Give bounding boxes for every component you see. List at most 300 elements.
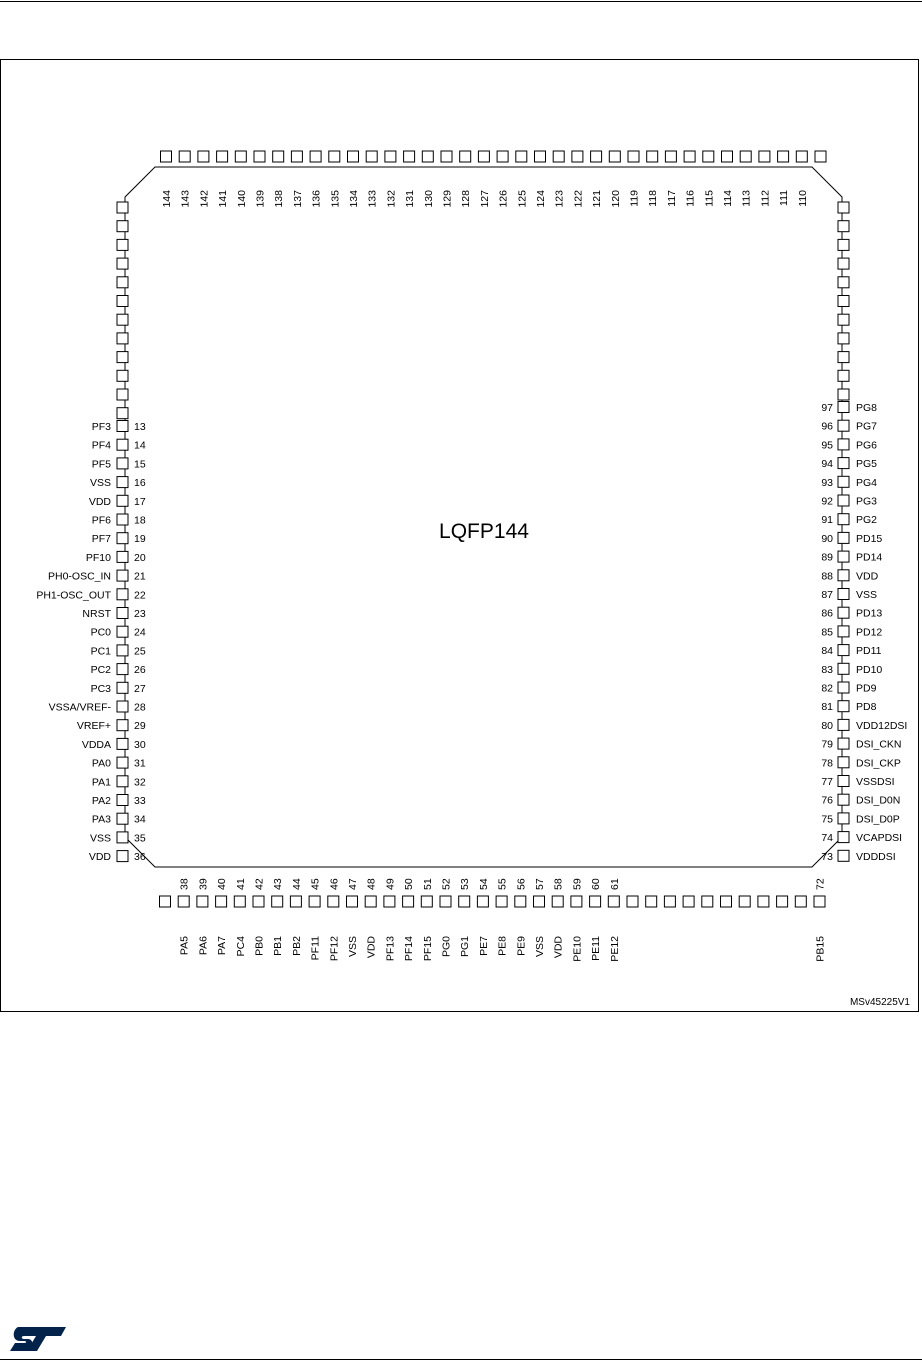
pin-pad xyxy=(627,896,638,907)
pin-pad xyxy=(117,682,128,693)
pin-label: 52 xyxy=(440,878,453,890)
pin-label: 93 xyxy=(821,476,833,489)
pin-pad xyxy=(117,514,128,525)
pin-pad xyxy=(384,896,395,907)
pin-label: PE10 xyxy=(571,936,584,962)
pin-label: 97 xyxy=(821,402,833,414)
pin-pad xyxy=(117,408,128,419)
pin-label: 23 xyxy=(134,608,146,620)
pin-label: 114 xyxy=(722,190,734,207)
pin-label: 76 xyxy=(821,794,833,807)
pin-label: VSS xyxy=(89,832,111,845)
pin-label: PH0-OSC_IN xyxy=(47,570,111,583)
pin-label: PC3 xyxy=(90,682,111,695)
pin-label: 94 xyxy=(821,458,833,471)
pin-pad xyxy=(534,896,545,907)
pin-label: PC0 xyxy=(90,626,111,639)
pin-label: PG8 xyxy=(856,402,878,414)
pin-label: 116 xyxy=(684,190,697,207)
pin-label: PB1 xyxy=(272,936,285,956)
pin-pad xyxy=(838,314,849,325)
pin-pad xyxy=(838,738,849,749)
pin-label: VDD xyxy=(552,936,565,959)
pin-label: 113 xyxy=(740,190,753,207)
pin-label: 57 xyxy=(534,878,546,890)
pin-label: PD12 xyxy=(856,626,883,639)
pin-pad xyxy=(838,420,849,431)
pin-label: VDDDSI xyxy=(856,850,896,863)
pin-pad xyxy=(608,896,619,907)
pin-pad xyxy=(838,370,849,381)
pin-label: 133 xyxy=(366,190,379,208)
pin-pad xyxy=(441,151,452,162)
pin-label: 58 xyxy=(552,878,565,890)
pin-label: 27 xyxy=(134,682,146,695)
pin-pad xyxy=(838,514,849,525)
pin-pad xyxy=(496,896,507,907)
pin-label: PD9 xyxy=(856,682,877,695)
pin-label: 143 xyxy=(179,190,192,208)
pin-label: 139 xyxy=(254,190,267,208)
pin-label: VCAPDSI xyxy=(856,832,903,845)
pin-pad xyxy=(590,896,601,907)
pin-label: 120 xyxy=(609,190,622,208)
pin-label: 117 xyxy=(665,190,678,207)
pin-label: 53 xyxy=(459,878,472,890)
pin-pad xyxy=(477,896,488,907)
pin-label: DSI_D0N xyxy=(856,794,901,807)
pin-pad xyxy=(591,151,602,162)
pin-label: 142 xyxy=(198,190,211,208)
pin-label: PF11 xyxy=(309,936,322,961)
pin-label: PA6 xyxy=(197,936,210,956)
pin-pad xyxy=(365,896,376,907)
pin-pad xyxy=(838,570,849,581)
pin-label: 136 xyxy=(310,190,323,208)
pin-label: 77 xyxy=(821,776,833,788)
pin-label: 126 xyxy=(497,189,510,208)
pin-pad xyxy=(838,296,849,307)
pin-pad xyxy=(721,896,732,907)
pin-label: PF13 xyxy=(384,936,397,962)
pin-label: PC4 xyxy=(234,936,247,957)
pin-pad xyxy=(117,720,128,731)
pin-label: 88 xyxy=(821,570,833,583)
pin-pad xyxy=(117,439,128,450)
pin-label: VSSDSI xyxy=(856,776,895,788)
pin-label: 18 xyxy=(134,514,146,527)
pin-label: 140 xyxy=(235,189,248,208)
pin-pad xyxy=(117,608,128,619)
pin-label: PH1-OSC_OUT xyxy=(36,589,111,602)
pin-label: 61 xyxy=(608,878,621,890)
pin-label: VDD xyxy=(856,570,879,583)
pin-label: 115 xyxy=(703,190,716,207)
pin-pad xyxy=(683,896,694,907)
pin-pad xyxy=(117,239,128,250)
pin-pad xyxy=(197,896,208,907)
pin-label: 38 xyxy=(178,878,191,890)
pin-label: 95 xyxy=(821,439,833,452)
st-logo-icon xyxy=(4,1324,74,1354)
pin-pad xyxy=(838,277,849,288)
pin-pad xyxy=(117,570,128,581)
figure-reference: MSv45225V1 xyxy=(849,997,910,1008)
pin-label: PE8 xyxy=(496,936,509,956)
pin-pad xyxy=(739,896,750,907)
pin-label: 40 xyxy=(216,878,229,890)
pin-pad xyxy=(440,896,451,907)
pin-label: VSS xyxy=(856,589,878,601)
pin-label: PD14 xyxy=(856,551,883,564)
pin-pad xyxy=(838,458,849,469)
pin-label: PF10 xyxy=(85,551,111,564)
pin-pad xyxy=(329,151,340,162)
pin-label: PC2 xyxy=(90,664,111,677)
pin-pad xyxy=(235,151,246,162)
pin-label: 112 xyxy=(759,190,772,207)
pin-label: PA7 xyxy=(216,936,229,956)
pin-pad xyxy=(516,151,527,162)
pin-pad xyxy=(703,151,714,162)
pin-label: 42 xyxy=(253,878,266,890)
pin-pad xyxy=(117,551,128,562)
pin-pad xyxy=(403,896,414,907)
pin-pad xyxy=(684,151,695,162)
pin-pad xyxy=(777,896,788,907)
pin-label: NRST xyxy=(82,608,111,620)
pin-label: 59 xyxy=(571,878,584,890)
pin-pad xyxy=(838,794,849,805)
pin-label: 123 xyxy=(553,190,566,208)
pin-pad xyxy=(161,151,172,162)
pin-pad xyxy=(117,813,128,824)
pin-label: 73 xyxy=(821,850,833,863)
pin-label: 138 xyxy=(273,190,286,208)
pin-pad xyxy=(117,370,128,381)
pin-label: 35 xyxy=(134,832,146,845)
pin-label: PC1 xyxy=(90,645,111,658)
pin-pad xyxy=(838,757,849,768)
pin-label: PG5 xyxy=(856,458,878,471)
pin-pad xyxy=(117,533,128,544)
pin-label: 30 xyxy=(134,738,146,751)
pin-label: VREF+ xyxy=(76,720,111,733)
pin-pad xyxy=(310,151,321,162)
pin-pad xyxy=(838,682,849,693)
pin-pad xyxy=(117,757,128,768)
pin-label: PB2 xyxy=(290,936,303,956)
pin-label: 45 xyxy=(309,878,322,890)
pin-label: 79 xyxy=(821,738,833,751)
pin-label: 92 xyxy=(821,495,833,508)
package-name: LQFP144 xyxy=(439,520,529,543)
pin-pad xyxy=(117,352,128,363)
pin-label: PA3 xyxy=(91,813,111,826)
pin-label: 49 xyxy=(384,878,397,890)
pin-label: 78 xyxy=(821,757,833,770)
pin-pad xyxy=(478,151,489,162)
pin-pad xyxy=(421,896,432,907)
pin-label: PG1 xyxy=(459,936,472,958)
pin-pad xyxy=(838,776,849,787)
pin-pad xyxy=(404,151,415,162)
pin-label: VSS xyxy=(534,936,546,958)
pin-label: PA1 xyxy=(91,776,111,789)
pin-label: PF5 xyxy=(91,458,111,471)
pin-pad xyxy=(572,151,583,162)
pin-pad xyxy=(838,701,849,712)
pin-label: PG3 xyxy=(856,495,878,508)
pin-label: 48 xyxy=(365,878,378,890)
pin-label: VDD xyxy=(88,495,111,508)
pin-label: 20 xyxy=(134,551,146,564)
pin-pad xyxy=(795,896,806,907)
pin-pad xyxy=(838,333,849,344)
pin-pad xyxy=(160,896,171,907)
pin-label: 124 xyxy=(535,190,547,208)
footer-rule xyxy=(0,1359,922,1360)
pin-pad xyxy=(117,589,128,600)
pin-label: 26 xyxy=(134,664,146,677)
pin-label: PE9 xyxy=(515,936,528,956)
pin-label: PG4 xyxy=(856,476,878,489)
pin-label: 24 xyxy=(134,626,146,639)
package-body xyxy=(125,167,842,867)
pin-pad xyxy=(838,626,849,637)
pin-label: PE12 xyxy=(608,936,621,962)
pin-pad xyxy=(290,896,301,907)
pin-label: 36 xyxy=(134,851,146,864)
pin-pad xyxy=(348,151,359,162)
pin-label: 25 xyxy=(134,645,146,658)
pin-pad xyxy=(796,151,807,162)
pin-label: PF7 xyxy=(91,533,111,546)
pin-label: VSSA/VREF- xyxy=(48,701,111,714)
pin-pad xyxy=(117,495,128,506)
pin-label: 91 xyxy=(821,514,833,527)
pin-pad xyxy=(515,896,526,907)
pin-pad xyxy=(460,151,471,162)
pin-pad xyxy=(838,402,849,413)
pin-label: PD8 xyxy=(856,701,877,714)
pin-label: 111 xyxy=(778,190,791,206)
pin-label: PG2 xyxy=(856,514,878,527)
pin-label: PG6 xyxy=(856,439,878,452)
pin-label: DSI_CKP xyxy=(856,757,901,770)
pin-label: 121 xyxy=(591,190,604,208)
pin-pad xyxy=(838,607,849,618)
package-outline xyxy=(125,167,842,867)
pin-label: 41 xyxy=(234,878,247,890)
pin-pad xyxy=(216,896,227,907)
pin-label: 128 xyxy=(460,190,473,208)
pin-label: PA0 xyxy=(91,757,111,770)
pin-pad xyxy=(702,896,713,907)
pin-label: VDD xyxy=(365,936,378,959)
pin-label: 43 xyxy=(272,878,285,890)
pin-pad xyxy=(217,151,228,162)
pin-label: 131 xyxy=(404,190,417,208)
pin-label: PB15 xyxy=(814,936,827,962)
pin-label: PF15 xyxy=(421,936,434,962)
pin-pad xyxy=(838,221,849,232)
pin-label: PD11 xyxy=(856,645,882,658)
pins-group xyxy=(36,151,907,962)
pin-pad xyxy=(778,151,789,162)
pin-label: 47 xyxy=(347,878,359,890)
pin-label: 75 xyxy=(821,813,833,826)
pin-pad xyxy=(117,851,128,862)
pin-label: PD13 xyxy=(856,607,883,620)
pin-label: 51 xyxy=(421,878,434,890)
pin-label: 141 xyxy=(217,190,230,208)
pin-pad xyxy=(234,896,245,907)
pin-label: DSI_D0P xyxy=(856,813,900,826)
pin-label: 54 xyxy=(477,878,490,890)
pin-label: 132 xyxy=(385,190,398,208)
pin-pad xyxy=(273,151,284,162)
pin-label: 119 xyxy=(628,190,641,207)
pin-pad xyxy=(253,896,264,907)
pin-label: DSI_CKN xyxy=(856,738,902,751)
pin-pad xyxy=(646,896,657,907)
pin-label: 60 xyxy=(590,878,603,890)
pin-label: VSS xyxy=(89,477,111,490)
pin-label: 56 xyxy=(515,878,528,890)
pin-pad xyxy=(553,151,564,162)
pin-pad xyxy=(117,664,128,675)
pin-label: 16 xyxy=(134,477,146,490)
pin-label: 80 xyxy=(821,719,833,732)
pin-pad xyxy=(838,495,849,506)
pin-pad xyxy=(571,896,582,907)
pin-pad xyxy=(628,151,639,162)
pin-label: 21 xyxy=(134,570,146,583)
pin-label: 14 xyxy=(134,439,146,452)
pin-pad xyxy=(309,896,320,907)
pin-label: 89 xyxy=(821,551,833,564)
pin-label: 15 xyxy=(134,458,146,471)
pin-pad xyxy=(117,458,128,469)
pin-pad xyxy=(838,476,849,487)
pin-label: PD15 xyxy=(856,532,883,545)
pin-pad xyxy=(838,663,849,674)
pin-label: 122 xyxy=(572,190,585,208)
pin-pad xyxy=(198,151,209,162)
pin-pad xyxy=(117,221,128,232)
pin-label: VSS xyxy=(347,936,359,958)
pin-label: 127 xyxy=(478,190,491,208)
pin-pad xyxy=(328,896,339,907)
pin-label: 50 xyxy=(403,878,416,890)
pin-pad xyxy=(838,551,849,562)
pin-label: PB0 xyxy=(253,936,266,956)
pin-label: PF3 xyxy=(91,421,111,433)
pin-label: 22 xyxy=(134,589,146,602)
pin-label: 33 xyxy=(134,795,146,807)
pin-label: 144 xyxy=(161,190,173,208)
pin-pad xyxy=(117,314,128,325)
pin-pad xyxy=(838,832,849,843)
pin-label: 19 xyxy=(134,533,146,546)
pin-pad xyxy=(647,151,658,162)
pin-pad xyxy=(838,389,849,400)
pin-label: PD10 xyxy=(856,663,883,676)
pin-pad xyxy=(366,151,377,162)
pin-pad xyxy=(740,151,751,162)
pin-pad xyxy=(838,719,849,730)
pin-label: 96 xyxy=(821,420,833,433)
pin-pad xyxy=(117,832,128,843)
pin-pad xyxy=(609,151,620,162)
pin-label: 72 xyxy=(814,878,827,890)
pin-label: 17 xyxy=(134,495,146,508)
pin-pad xyxy=(838,352,849,363)
pin-pad xyxy=(347,896,358,907)
pin-label: PG0 xyxy=(440,936,453,958)
pin-label: 118 xyxy=(647,190,660,207)
pin-pad xyxy=(459,896,470,907)
pin-label: 129 xyxy=(441,190,454,208)
pin-pad xyxy=(815,151,826,162)
pin-label: PA5 xyxy=(178,936,191,956)
pin-label: 137 xyxy=(291,190,304,208)
pin-label: 83 xyxy=(821,663,833,676)
pin-pad xyxy=(117,645,128,656)
pin-label: 44 xyxy=(290,878,303,890)
pin-pad xyxy=(838,850,849,861)
pin-pad xyxy=(178,896,189,907)
pin-label: PF4 xyxy=(91,439,111,452)
pin-pad xyxy=(497,151,508,162)
pin-label: PF6 xyxy=(91,514,111,527)
pin-pad xyxy=(117,776,128,787)
pin-label: 31 xyxy=(134,757,146,770)
pin-label: 32 xyxy=(134,776,146,789)
pin-pad xyxy=(838,239,849,250)
pin-label: 86 xyxy=(821,607,833,620)
pin-label: 46 xyxy=(328,878,341,890)
pin-label: PF12 xyxy=(328,936,341,962)
pin-pad xyxy=(838,439,849,450)
pin-pad xyxy=(759,151,770,162)
pin-pad xyxy=(722,151,733,162)
pin-label: 84 xyxy=(821,645,833,658)
pin-label: 85 xyxy=(821,626,833,639)
pin-pad xyxy=(117,738,128,749)
pin-pad xyxy=(117,421,128,432)
pin-label: PE7 xyxy=(477,936,490,956)
pin-pad xyxy=(552,896,563,907)
pin-pad xyxy=(665,151,676,162)
pin-label: VDD xyxy=(88,851,111,864)
pin-label: 125 xyxy=(516,190,529,208)
pin-pad xyxy=(838,258,849,269)
pin-pad xyxy=(117,277,128,288)
pin-label: 55 xyxy=(496,878,509,890)
pin-pad xyxy=(117,701,128,712)
pin-pad xyxy=(117,795,128,806)
pin-label: 81 xyxy=(821,701,833,714)
pin-label: PE11 xyxy=(590,936,603,961)
pin-pad xyxy=(117,296,128,307)
pin-label: 39 xyxy=(197,878,210,890)
pin-label: PG7 xyxy=(856,420,878,433)
pin-label: VDD12DSI xyxy=(856,719,908,732)
pin-pad xyxy=(117,258,128,269)
pin-pad xyxy=(117,626,128,637)
